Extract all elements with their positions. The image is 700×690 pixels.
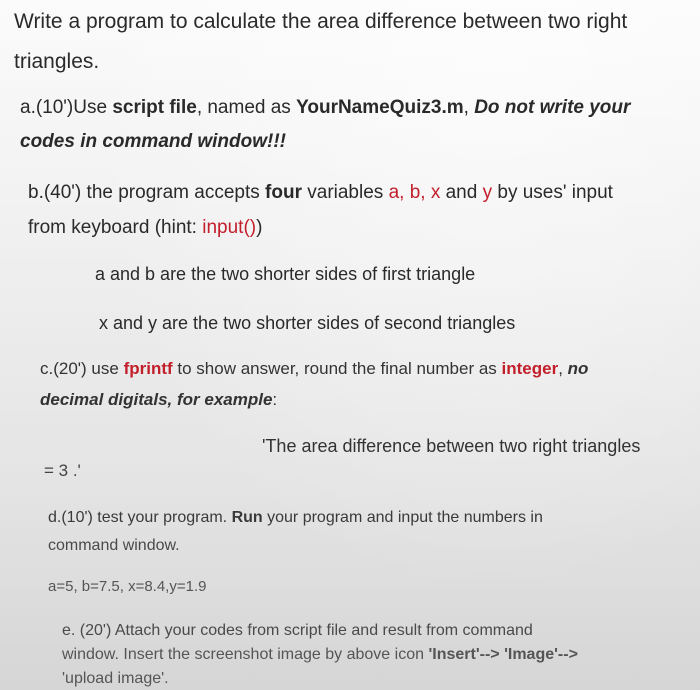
part-b-input-hint: input() — [202, 217, 257, 238]
part-b-var-x: x — [430, 182, 441, 203]
part-b-text: variables — [301, 182, 389, 203]
part-b-vars-ab: a, b, — [388, 182, 431, 203]
part-a-script-file: script file — [112, 97, 197, 118]
part-b-text: from keyboard (hint: — [28, 217, 203, 238]
part-d-text: your program and input the numbers in — [262, 509, 543, 526]
part-a-text: a.(10')Use — [20, 97, 113, 118]
part-c-example-line-2: = 3 .' — [44, 461, 81, 480]
part-d-test-values: a=5, b=7.5, x=8.4,y=1.9 — [48, 578, 207, 595]
part-e-line-1: e. (20') Attach your codes from script file and result from command — [62, 622, 533, 639]
part-b-text: b.(40') the program accepts — [28, 182, 266, 203]
part-b-var-y: y — [482, 182, 493, 203]
part-e-image: 'Image'--> — [504, 646, 578, 663]
part-e-insert: 'Insert'--> — [428, 646, 500, 663]
part-e-line-3: 'upload image'. — [62, 670, 169, 687]
part-c-integer: integer — [501, 359, 559, 378]
question-title-line-2: triangles. — [14, 50, 100, 73]
part-b-note-2: x and y are the two shorter sides of second triangles — [99, 313, 516, 333]
part-d-line-2: command window. — [48, 537, 180, 554]
part-c-line-1 — [40, 359, 588, 379]
part-c-fprintf: fprintf — [123, 359, 173, 378]
part-b-note-1: a and b are the two shorter sides of first triangle — [95, 264, 476, 284]
part-e-line-2 — [62, 646, 578, 664]
part-b-text: ) — [256, 217, 263, 238]
part-b-line-1 — [28, 182, 613, 204]
part-d-run: Run — [231, 509, 263, 526]
part-a-text: , — [463, 97, 475, 118]
part-a-text: , named as — [196, 97, 297, 118]
part-c-colon: : — [272, 390, 278, 409]
part-c-line-2 — [40, 390, 277, 410]
part-b-four: four — [265, 182, 302, 203]
part-e-text: window. Insert the screenshot image by above icon — [62, 646, 429, 663]
part-c-text: , — [558, 359, 568, 378]
part-a-warning: Do not write your — [474, 97, 631, 118]
question-title-line-1: Write a program to calculate the area difference between two right — [14, 10, 628, 33]
part-b-line-2 — [28, 217, 262, 239]
part-b-text: and — [440, 182, 483, 203]
part-a-line-1 — [20, 97, 630, 119]
part-c-text: to show answer, round the final number as — [172, 359, 502, 378]
part-a-line-2: codes in command window!!! — [20, 131, 287, 152]
part-c-example-label: decimal digitals, for example — [40, 390, 273, 409]
part-c-example-line-1: 'The area difference between two right triangles — [262, 436, 641, 456]
part-d-line-1 — [48, 509, 543, 527]
part-b-text: by uses' input — [492, 182, 613, 203]
part-c-no: no — [567, 359, 589, 378]
part-a-filename: YourNameQuiz3.m — [296, 97, 464, 118]
part-c-text: c.(20') use — [40, 359, 124, 378]
part-d-text: d.(10') test your program. — [48, 509, 232, 526]
